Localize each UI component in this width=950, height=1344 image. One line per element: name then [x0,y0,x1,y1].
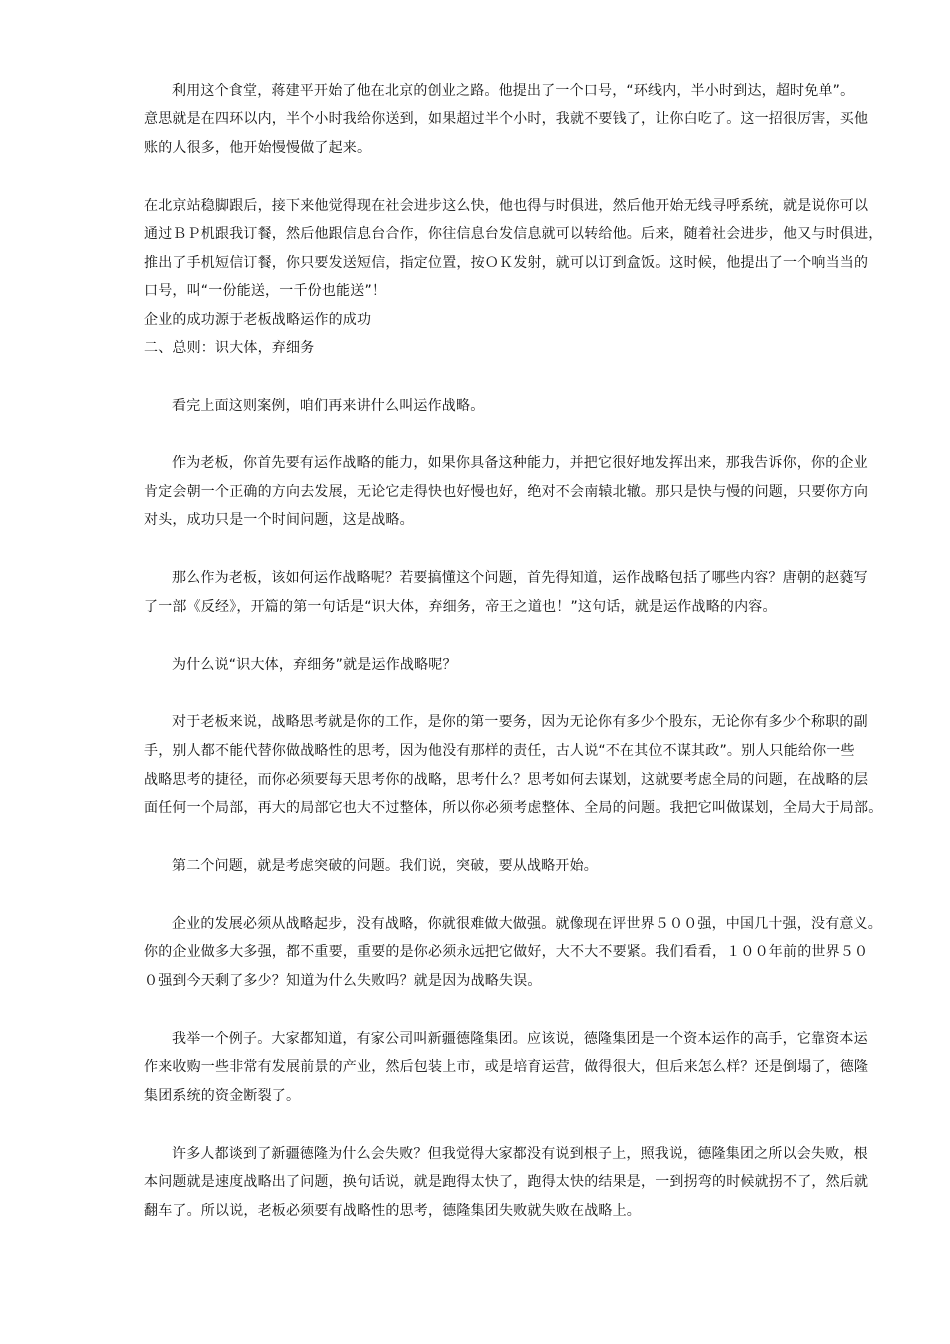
text-line: 手，别人都不能代替你做战略性的思考，因为他没有那样的责任，古人说“不在其位不谋其政”。别人只能给你一些 [144,743,855,759]
text-line: ０强到今天剩了多少？知道为什么失败吗？就是因为战略失误。 [144,973,542,989]
text-line: 看完上面这则案例，咱们再来讲什么叫运作战略。 [172,398,485,414]
text-line: 对于老板来说，战略思考就是你的工作，是你的第一要务，因为无论你有多少个股东，无论你有多少个称职的副 [172,714,868,730]
text-line: 翻车了。所以说，老板必须要有战略性的思考，德隆集团失败就失败在战略上。 [144,1203,641,1219]
text-line: 口号，叫“一份能送，一千份也能送”！ [144,283,387,299]
text-line: 利用这个食堂，蒋建平开始了他在北京的创业之路。他提出了一个口号，“环线内，半小时到达，超时免单”。 [172,83,855,99]
text-line: 我举一个例子。大家都知道，有家公司叫新疆德隆集团。应该说，德隆集团是一个资本运作的高手，它靠资本运 [172,1031,868,1047]
text-line: 账的人很多，他开始慢慢做了起来。 [144,140,372,156]
text-line: 本问题就是速度战略出了问题，换句话说，就是跑得太快了，跑得太快的结果是，一到拐弯的时候就拐不了，然后就 [144,1174,869,1190]
text-line: 推出了手机短信订餐，你只要发送短信，指定位置，按ＯＫ发射，就可以订到盒饭。这时候，他提出了一个响当当的 [144,255,869,271]
section-subtitle: 企业的成功源于老板战略运作的成功 [144,312,372,328]
text-line: 意思就是在四环以内，半个小时我给你送到，如果超过半个小时，我就不要钱了，让你白吃了。这一招很厉害，买他 [144,111,869,127]
text-line: 为什么说“识大体，弃细务”就是运作战略呢？ [172,657,457,673]
text-line: 在北京站稳脚跟后，接下来他觉得现在社会进步这么快，他也得与时俱进，然后他开始无线寻呼系统，就是说你可以 [144,198,869,214]
text-line: 对头，成功只是一个时间问题，这是战略。 [144,512,414,528]
text-line: 作来收购一些非常有发展前景的产业，然后包装上市，或是培育运营，做得很大，但后来怎么样？还是倒塌了，德隆 [144,1059,869,1075]
text-line: 了一部《反经》，开篇的第一句话是“识大体，弃细务，帝王之道也！”这句话，就是运作战略的内容。 [144,599,777,615]
text-line: 战略思考的捷径，而你必须要每天思考你的战略，思考什么？思考如何去谋划，这就要考虑全局的问题，在战略的层 [144,772,869,788]
text-line: 作为老板，你首先要有运作战略的能力，如果你具备这种能力，并把它很好地发挥出来，那我告诉你，你的企业 [172,455,868,471]
section-heading: 二、总则：识大体，弃细务 [144,340,315,356]
text-line: 面任何一个局部，再大的局部它也大不过整体，所以你必须考虑整体、全局的问题。我把它叫做谋划，全局大于局部。 [144,800,883,816]
text-line: 你的企业做多大多强，都不重要，重要的是你必须永远把它做好，大不大不要紧。我们看看，１００年前的世界５０ [144,944,869,960]
text-line: 许多人都谈到了新疆德隆为什么会失败？但我觉得大家都没有说到根子上，照我说，德隆集团之所以会失败，根 [172,1146,868,1162]
text-line: 肯定会朝一个正确的方向去发展，无论它走得快也好慢也好，绝对不会南辕北辙。那只是快与慢的问题，只要你方向 [144,484,869,500]
text-line: 第二个问题，就是考虑突破的问题。我们说，突破，要从战略开始。 [172,858,598,874]
text-line: 企业的发展必须从战略起步，没有战略，你就很难做大做强。就像现在评世界５００强，中国几十强，没有意义。 [172,916,882,932]
text-line: 集团系统的资金断裂了。 [144,1088,301,1104]
text-line: 那么作为老板，该如何运作战略呢？若要搞懂这个问题，首先得知道，运作战略包括了哪些内容？唐朝的赵蕤写 [172,570,868,586]
text-line: 通过ＢＰ机跟我订餐，然后他跟信息台合作，你往信息台发信息就可以转给他。后来，随着社会进步，他又与时俱进， [144,226,883,242]
